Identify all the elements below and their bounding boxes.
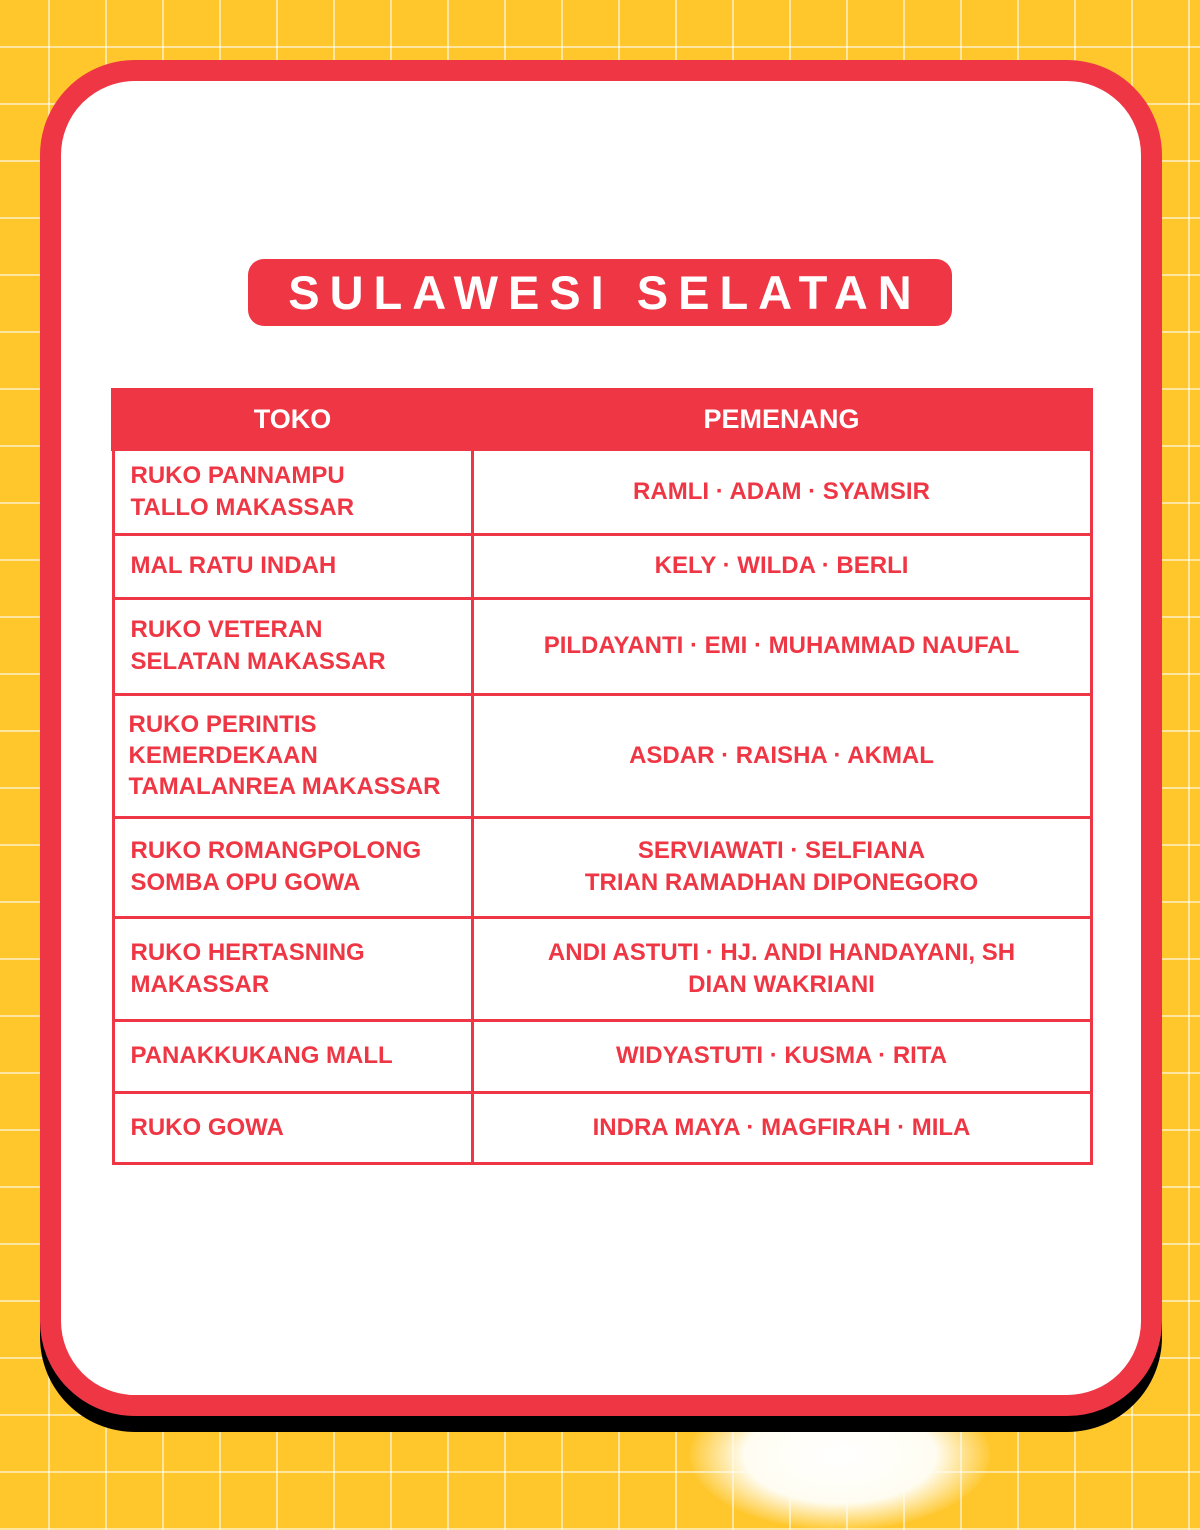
store-name: RUKO ROMANGPOLONG SOMBA OPU GOWA (130, 837, 422, 896)
store-name: RUKO VETERAN SELATAN MAKASSAR (130, 616, 386, 675)
store-cell (113, 1020, 472, 1092)
store-cell (113, 917, 472, 1020)
winners-cell (472, 598, 1091, 694)
winner-names: SERVIAWATI · SELFIANA TRIAN RAMADHAN DIPONEGORO (584, 837, 979, 896)
winners-cell (472, 449, 1091, 534)
store-cell (113, 694, 472, 817)
store-cell (113, 1092, 472, 1163)
winners-cell (472, 1020, 1091, 1092)
table-row (113, 449, 1091, 534)
winners-table (111, 388, 1093, 1165)
winners-cell (472, 817, 1091, 917)
page-title: SULAWESI SELATAN (288, 266, 922, 319)
winners-cell (472, 1092, 1091, 1163)
store-cell (113, 534, 472, 598)
header-toko: TOKO (113, 390, 472, 449)
winner-names: ANDI ASTUTI · HJ. ANDI HANDAYANI, SH DIAN WAKRIANI (547, 938, 1016, 998)
header-pemenang: PEMENANG (472, 390, 1091, 449)
store-name: RUKO PERINTIS KEMERDEKAAN TAMALANREA MAKASSAR (128, 711, 441, 800)
store-name: MAL RATU INDAH (130, 552, 337, 579)
winner-names: ASDAR · RAISHA · AKMAL (629, 741, 934, 769)
store-name: PANAKKUKANG MALL (130, 1042, 393, 1069)
table-row (113, 694, 1091, 817)
store-cell (113, 598, 472, 694)
store-cell (113, 817, 472, 917)
winners-cell (472, 917, 1091, 1020)
table-row (113, 917, 1091, 1020)
table-row (113, 598, 1091, 694)
table-row (113, 534, 1091, 598)
winners-cell (472, 694, 1091, 817)
title-banner (248, 259, 952, 326)
store-name: RUKO GOWA (130, 1113, 284, 1141)
winner-names: RAMLI · ADAM · SYAMSIR (633, 477, 930, 505)
table-row (113, 1020, 1091, 1092)
table-row (113, 817, 1091, 917)
store-cell (113, 449, 472, 534)
store-name: RUKO HERTASNING MAKASSAR (130, 938, 365, 998)
table-row (113, 1092, 1091, 1163)
table-header-row (113, 390, 1091, 449)
winners-cell (472, 534, 1091, 598)
winner-names: INDRA MAYA · MAGFIRAH · MILA (592, 1113, 971, 1141)
store-name: RUKO PANNAMPU TALLO MAKASSAR (130, 461, 355, 521)
winner-names: WIDYASTUTI · KUSMA · RITA (615, 1042, 948, 1069)
winner-names: PILDAYANTI · EMI · MUHAMMAD NAUFAL (543, 632, 1020, 659)
winner-names: KELY · WILDA · BERLI (654, 552, 909, 579)
